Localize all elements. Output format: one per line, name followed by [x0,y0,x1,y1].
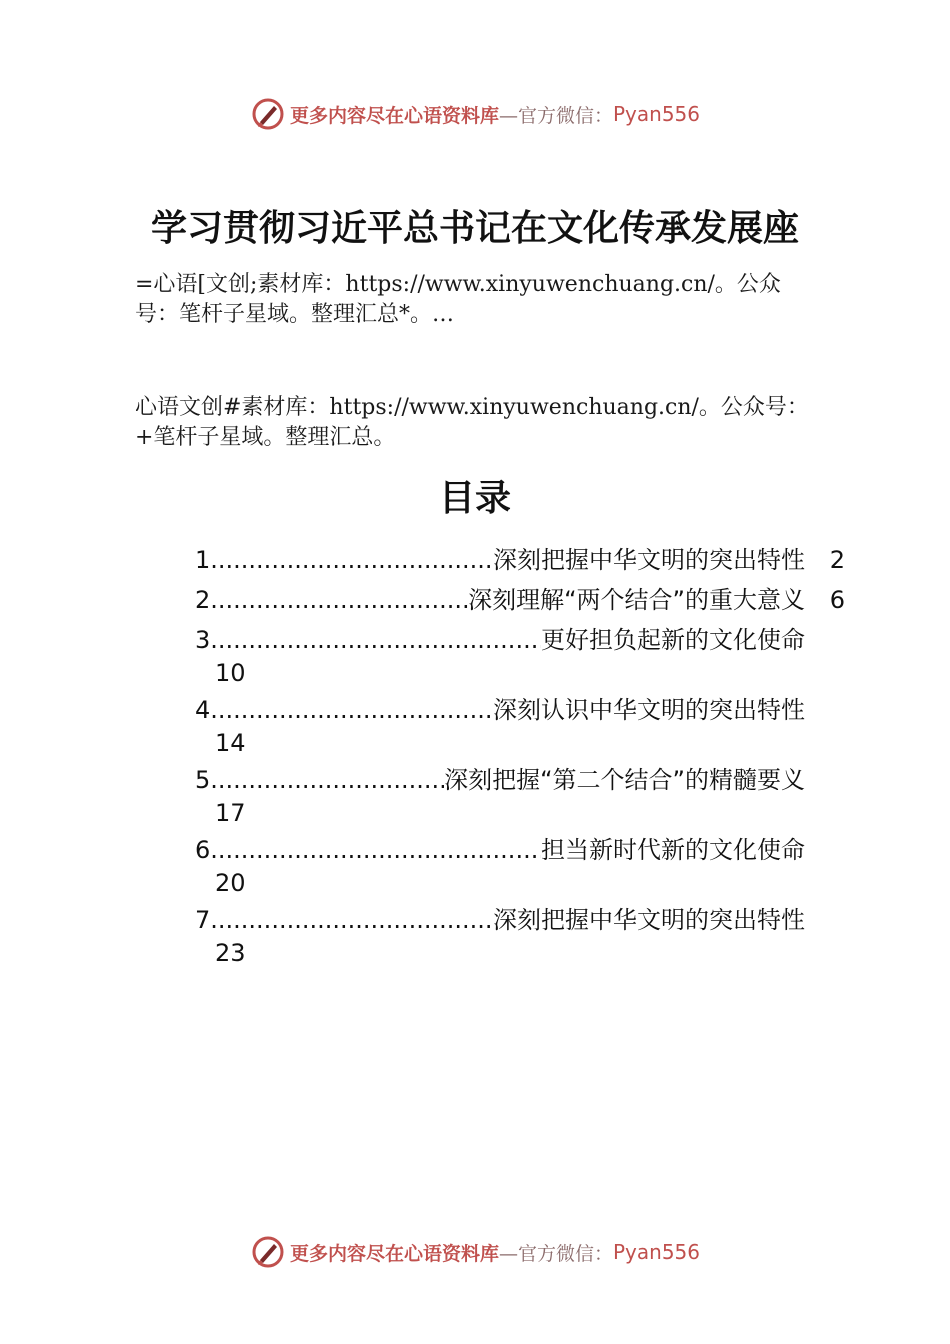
table-of-contents [195,540,845,970]
toc-leader-dots [210,540,493,580]
banner-text: 更多内容尽在心语资料库 [289,104,499,127]
toc-number: 6 [195,836,211,864]
banner-wechat-id: Pyan556 [613,102,701,126]
toc-page: 2 [829,546,845,574]
toc-page: 10 [215,659,246,687]
pen-logo-icon [250,1234,286,1270]
toc-page: 20 [215,869,246,897]
toc-item[interactable] [195,900,845,970]
toc-label: 更好担负起新的文化使命 [541,626,805,654]
toc-leader-dots [210,830,541,870]
banner-official: —官方微信： [498,1242,613,1265]
toc-leader-dots [210,580,468,620]
banner-official: —官方微信： [498,104,613,127]
paragraph-line: =心语[文创;素材库：https://www.xinyuwenchuang.cn/。公众 [135,272,781,297]
toc-label: 深刻理解“两个结合”的重大意义 [468,586,805,614]
toc-number: 1 [195,546,211,574]
toc-leader-dots [210,760,444,800]
toc-item[interactable] [195,540,845,580]
toc-page: 17 [215,799,246,827]
paragraph-line: 心语文创#素材库：https://www.xinyuwenchuang.cn/。公众号： [135,395,809,420]
toc-number: 2 [195,586,211,614]
toc-number: 3 [195,626,211,654]
toc-label: 担当新时代新的文化使命 [541,836,805,864]
paragraph-line: 号：笔杆子星域。整理汇总*。… [135,302,455,327]
toc-item[interactable] [195,580,845,620]
watermark-paragraph-1 [135,270,855,330]
toc-page: 6 [829,586,845,614]
toc-item[interactable] [195,760,845,830]
toc-label: 深刻认识中华文明的突出特性 [493,696,805,724]
toc-number: 7 [195,906,211,934]
toc-page: 14 [215,729,246,757]
header-watermark-banner [0,94,950,134]
toc-heading: 目录 [438,477,511,519]
toc-number: 5 [195,766,211,794]
banner-text: 更多内容尽在心语资料库 [289,1242,499,1265]
document-title: 学习贯彻习近平总书记在文化传承发展座 [150,207,799,249]
toc-number: 4 [195,696,211,724]
banner-wechat-id: Pyan556 [613,1240,701,1264]
footer-watermark-banner [0,1232,950,1272]
paragraph-line: +笔杆子星域。整理汇总。 [135,425,396,450]
toc-label: 深刻把握“第二个结合”的精髓要义 [444,766,805,794]
toc-item[interactable] [195,690,845,760]
toc-label: 深刻把握中华文明的突出特性 [493,906,805,934]
toc-item[interactable] [195,830,845,900]
toc-page: 23 [215,939,246,967]
toc-label: 深刻把握中华文明的突出特性 [493,546,805,574]
toc-leader-dots [210,690,493,730]
toc-leader-dots [210,620,541,660]
toc-leader-dots [210,900,493,940]
toc-item[interactable] [195,620,845,690]
watermark-paragraph-2 [135,393,855,453]
pen-logo-icon [250,96,286,132]
